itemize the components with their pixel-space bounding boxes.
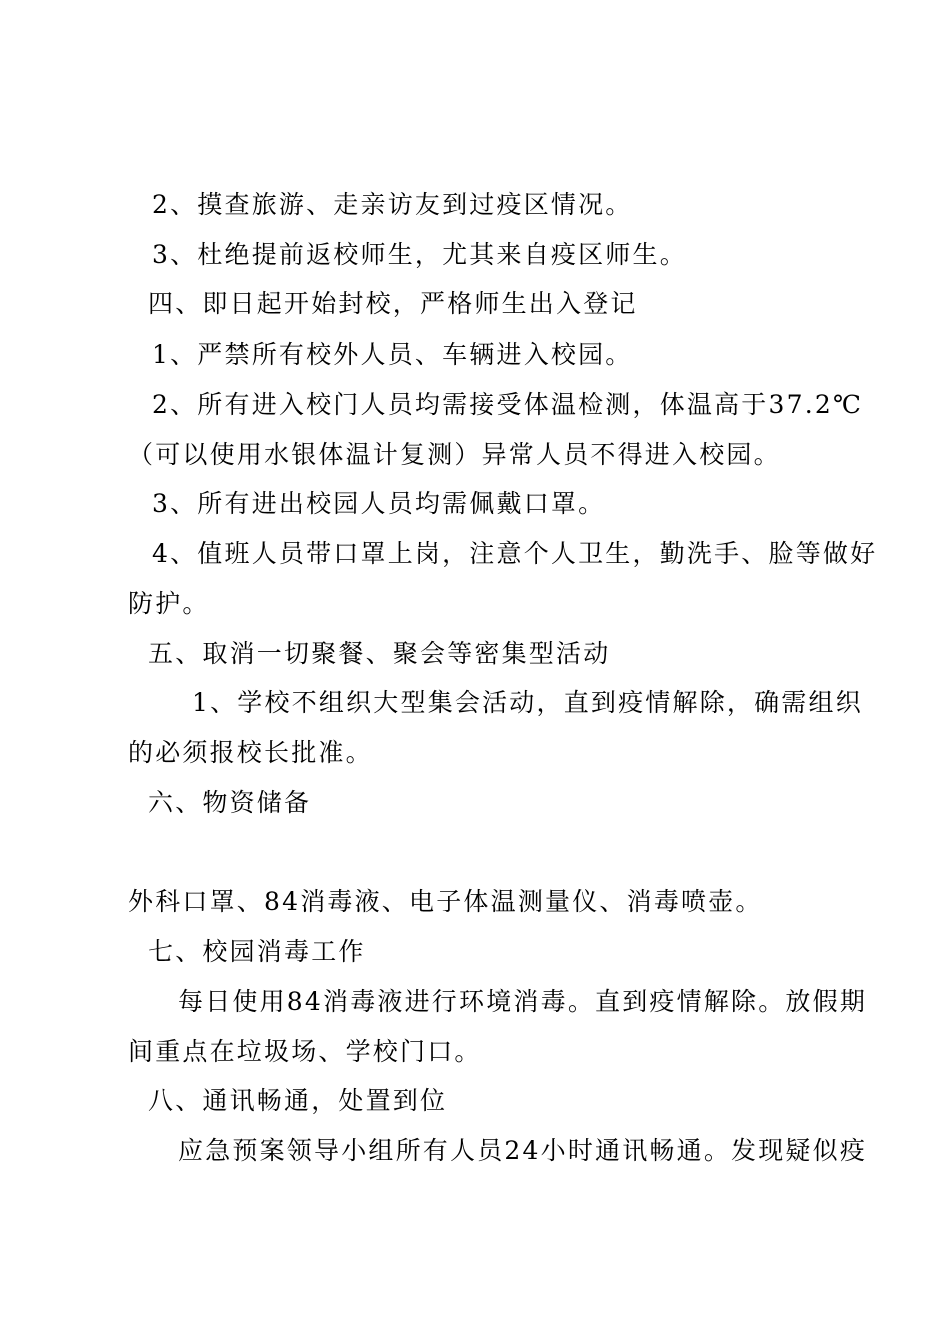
section-heading: 六、物资储备 xyxy=(148,788,312,817)
text-line: 间重点在垃圾场、学校门口。 xyxy=(128,1037,482,1066)
text-line: 3、所有进出校园人员均需佩戴口罩。 xyxy=(152,489,606,518)
text-line: 4、值班人员带口罩上岗，注意个人卫生，勤洗手、脸等做好 xyxy=(152,539,878,568)
text-line: 1、严禁所有校外人员、车辆进入校园。 xyxy=(152,340,633,369)
text-line: （可以使用水银体温计复测）异常人员不得进入校园。 xyxy=(128,440,781,469)
text-line: 外科口罩、84消毒液、电子体温测量仪、消毒喷壶。 xyxy=(128,887,763,916)
text-line: 防护。 xyxy=(128,589,210,618)
text-line: 1、学校不组织大型集会活动，直到疫情解除，确需组织 xyxy=(192,688,863,717)
text-line: 应急预案领导小组所有人员24小时通讯畅通。发现疑似疫 xyxy=(178,1136,868,1165)
text-line: 每日使用84消毒液进行环境消毒。直到疫情解除。放假期 xyxy=(178,987,868,1016)
text-line: 2、摸查旅游、走亲访友到过疫区情况。 xyxy=(152,190,633,219)
section-heading: 八、通讯畅通，处置到位 xyxy=(148,1086,448,1115)
text-line: 3、杜绝提前返校师生，尤其来自疫区师生。 xyxy=(152,240,687,269)
section-heading: 五、取消一切聚餐、聚会等密集型活动 xyxy=(148,639,611,668)
text-line: 2、所有进入校门人员均需接受体温检测，体温高于37.2℃ xyxy=(152,390,864,419)
text-line: 的必须报校长批准。 xyxy=(128,738,373,767)
section-heading: 四、即日起开始封校，严格师生出入登记 xyxy=(148,289,638,318)
section-heading: 七、校园消毒工作 xyxy=(148,937,366,966)
